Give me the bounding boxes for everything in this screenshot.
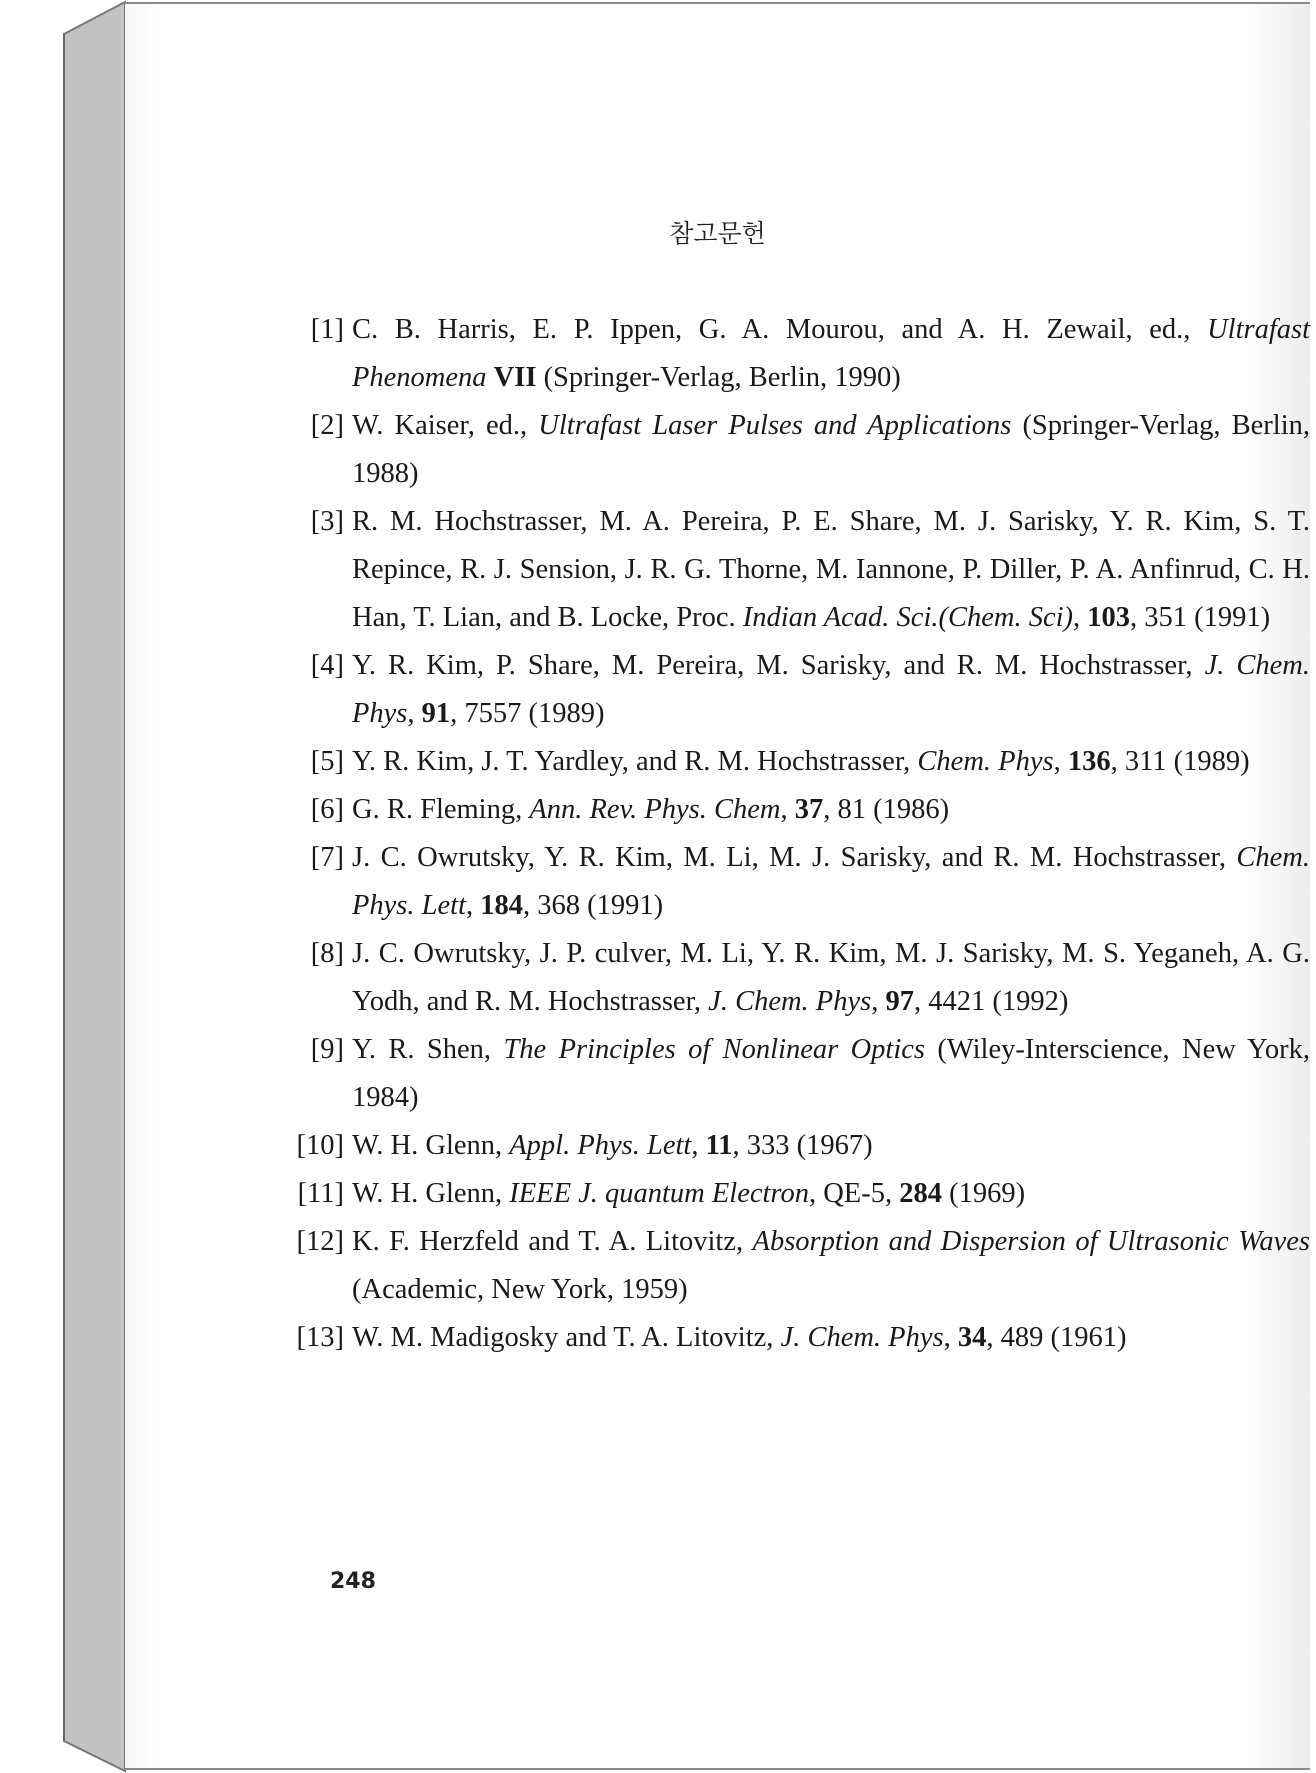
- reference-text: , 489 (1961): [986, 1322, 1127, 1353]
- reference-item: [300, 642, 1310, 738]
- reference-item: [296, 1122, 1310, 1170]
- reference-text: , 81 (1986): [823, 794, 950, 825]
- reference-text: , 7557 (1989): [450, 698, 605, 729]
- reference-text: J. C. Owrutsky, Y. R. Kim, M. Li, M. J. Sarisky, and R. M. Hochstrasser,: [352, 842, 1237, 873]
- reference-text: Y. R. Shen,: [352, 1034, 504, 1065]
- reference-title: Indian Acad. Sci.(Chem. Sci): [742, 602, 1074, 633]
- reference-volume: 91: [421, 698, 451, 729]
- reference-volume: 103: [1087, 602, 1131, 633]
- reference-item: [297, 1170, 1310, 1218]
- reference-volume: 34: [957, 1322, 987, 1353]
- reference-text: (1969): [941, 1178, 1026, 1209]
- reference-text: ,: [407, 698, 422, 729]
- page-title: 참고문헌: [669, 219, 766, 248]
- reference-text: (Wiley-Interscience, New York, 1984): [352, 1034, 1311, 1113]
- reference-item: [300, 306, 1310, 402]
- reference-number: [9]: [310, 1034, 344, 1065]
- reference-number: [12]: [296, 1226, 344, 1257]
- reference-text: , 311 (1989): [1110, 746, 1250, 777]
- reference-title: Appl. Phys. Lett: [509, 1130, 692, 1161]
- spine-face: [64, 2, 125, 1771]
- reference-text: [487, 362, 494, 393]
- reference-text: W. H. Glenn,: [352, 1178, 510, 1209]
- reference-number: [3]: [310, 506, 344, 537]
- reference-text: ,: [466, 890, 481, 921]
- reference-item: [296, 1314, 1310, 1362]
- reference-volume: 11: [705, 1130, 733, 1161]
- reference-text: R. M. Hochstrasser, M. A. Pereira, P. E. Share, M. J. Sarisky, Y. R. Kim, S. T. Repince, R. J. Sension, J. R. G. Thorne, M. Iannone, P. Diller, P. A. Anfinrud, C. H. Han, T. Lian, and B. Locke, Proc.: [352, 506, 1310, 633]
- reference-number: [6]: [310, 794, 344, 825]
- reference-text: , 333 (1967): [732, 1130, 873, 1161]
- reference-number: [10]: [296, 1130, 344, 1161]
- reference-text: G. R. Fleming,: [352, 794, 530, 825]
- reference-number: [13]: [296, 1322, 344, 1353]
- reference-title: Chem. Phys: [917, 746, 1054, 777]
- reference-number: [4]: [310, 650, 344, 681]
- reference-item: [300, 834, 1310, 930]
- reference-text: C. B. Harris, E. P. Ippen, G. A. Mourou, and A. H. Zewail, ed.,: [352, 314, 1208, 345]
- page-number: 248: [330, 1569, 376, 1594]
- reference-title: IEEE J. quantum Electron: [509, 1178, 809, 1209]
- reference-title: J. Chem. Phys: [352, 650, 1311, 729]
- reference-number: [11]: [297, 1178, 344, 1209]
- reference-title: J. Chem. Phys: [780, 1322, 944, 1353]
- reference-text: (Springer-Verlag, Berlin, 1988): [352, 410, 1310, 489]
- reference-number: [2]: [310, 410, 344, 441]
- book-page: [125, 2, 1310, 1770]
- reference-text: Y. R. Kim, J. T. Yardley, and R. M. Hochstrasser,: [352, 746, 918, 777]
- reference-text: W. H. Glenn,: [352, 1130, 510, 1161]
- reference-text: , 4421 (1992): [913, 986, 1069, 1017]
- reference-number: [7]: [310, 842, 344, 873]
- reference-text: ,: [780, 794, 795, 825]
- reference-text: (Springer-Verlag, Berlin, 1990): [536, 362, 901, 393]
- reference-text: W. M. Madigosky and T. A. Litovitz,: [352, 1322, 781, 1353]
- reference-number: [8]: [310, 938, 344, 969]
- reference-text: ,: [691, 1130, 706, 1161]
- reference-item: [300, 498, 1310, 642]
- reference-text: ,: [1073, 602, 1088, 633]
- reference-list: [296, 306, 1311, 1362]
- reference-volume: 37: [794, 794, 824, 825]
- reference-volume: VII: [493, 362, 537, 393]
- reference-title: Ultrafast Laser Pulses and Applications: [538, 410, 1012, 441]
- reference-text: , 351 (1991): [1130, 602, 1271, 633]
- reference-number: [1]: [310, 314, 344, 345]
- reference-text: W. Kaiser, ed.,: [352, 410, 539, 441]
- reference-volume: 184: [480, 890, 523, 921]
- reference-text: (Academic, New York, 1959): [352, 1274, 688, 1305]
- reference-item: [300, 738, 1310, 786]
- reference-title: The Principles of Nonlinear Optics: [503, 1034, 926, 1065]
- reference-volume: 97: [885, 986, 914, 1017]
- reference-title: J. Chem. Phys: [708, 986, 872, 1017]
- reference-text: ,: [1053, 746, 1068, 777]
- reference-title: Ann. Rev. Phys. Chem: [529, 794, 781, 825]
- reference-number: [5]: [310, 746, 344, 777]
- reference-volume: 284: [899, 1178, 942, 1209]
- reference-item: [296, 1218, 1311, 1314]
- reference-text: ,: [871, 986, 886, 1017]
- reference-item: [300, 402, 1310, 498]
- reference-title: Ultrafast Phenomena: [352, 314, 1310, 393]
- reference-text: J. C. Owrutsky, J. P. culver, M. Li, Y. R. Kim, M. J. Sarisky, M. S. Yeganeh, A. G. Yodh, and R. M. Hochstrasser,: [352, 938, 1310, 1017]
- reference-title: Chem. Phys. Lett: [352, 842, 1310, 921]
- reference-text: ,: [943, 1322, 958, 1353]
- reference-text: , 368 (1991): [523, 890, 664, 921]
- reference-item: [300, 786, 1310, 834]
- reference-title: Absorption and Dispersion of Ultrasonic Waves: [752, 1226, 1311, 1257]
- reference-text: K. F. Herzfeld and T. A. Litovitz,: [352, 1226, 753, 1257]
- reference-volume: 136: [1067, 746, 1111, 777]
- reference-item: [300, 930, 1310, 1026]
- reference-text: Y. R. Kim, P. Share, M. Pereira, M. Sarisky, and R. M. Hochstrasser,: [352, 650, 1205, 681]
- reference-text: , QE-5,: [808, 1178, 900, 1209]
- reference-item: [300, 1026, 1310, 1122]
